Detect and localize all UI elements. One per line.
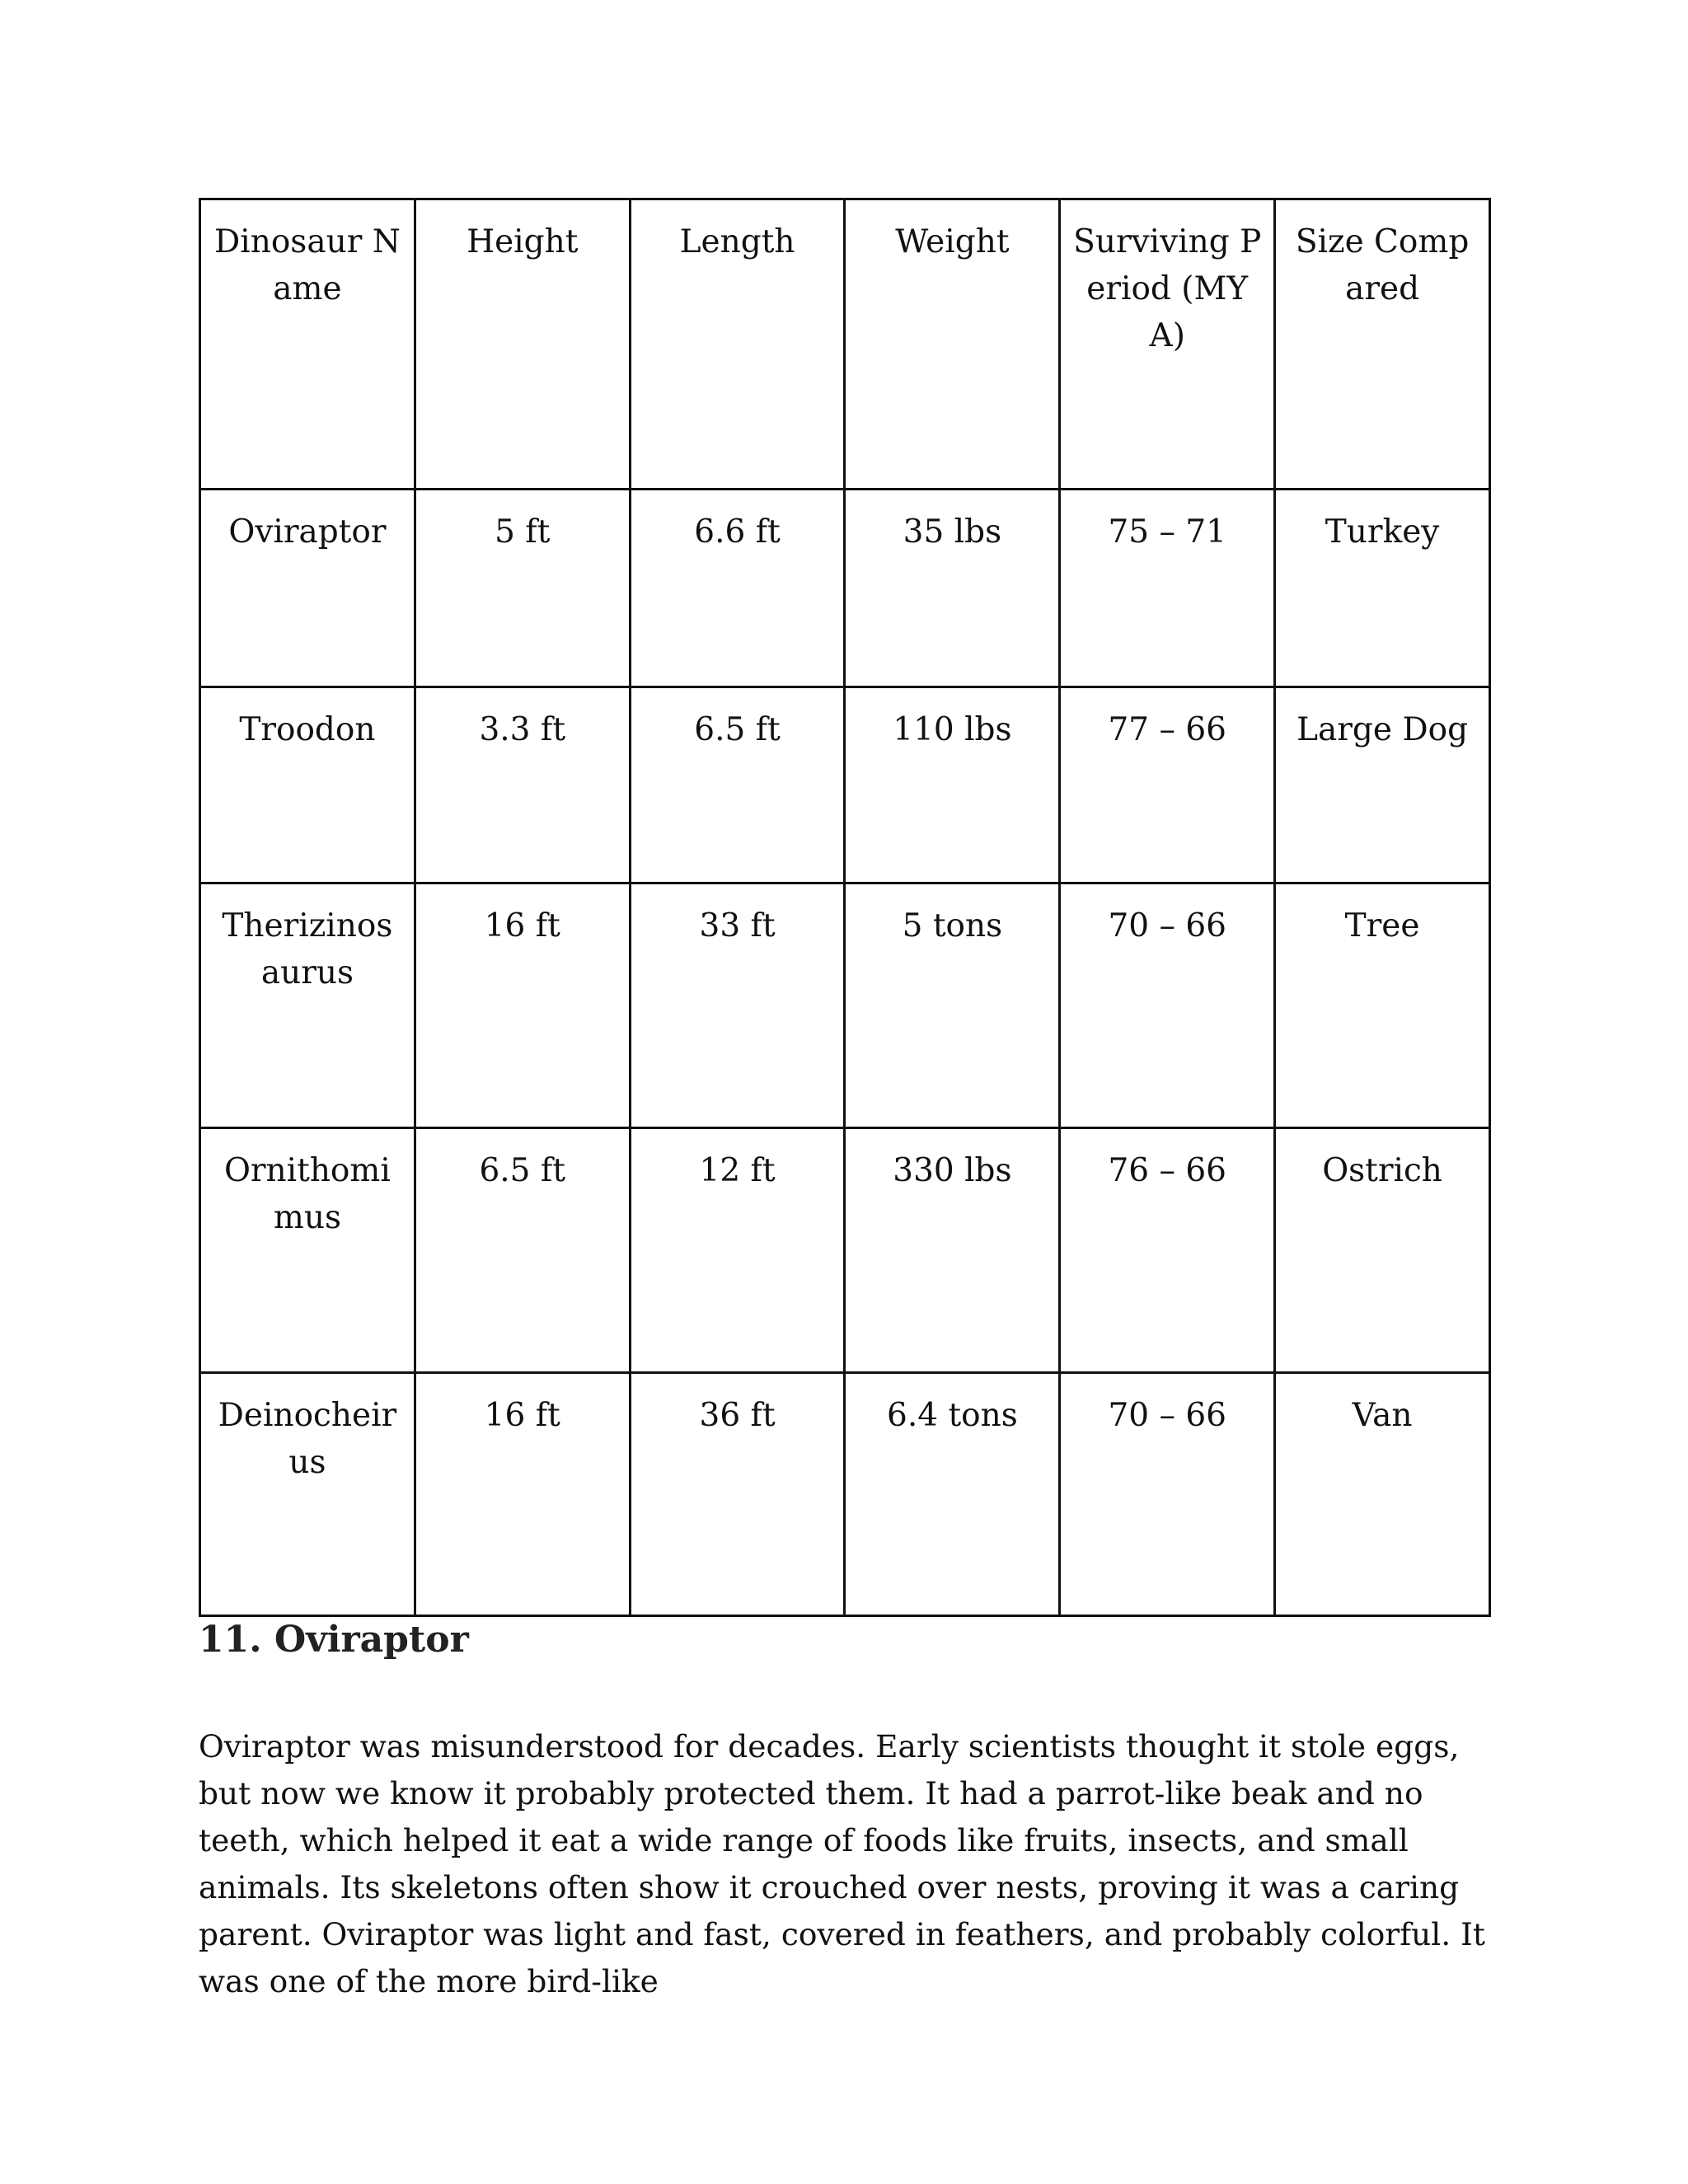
table-row — [200, 1373, 1490, 1616]
table-row — [200, 490, 1490, 687]
cell-length: 6.5 ft — [630, 687, 845, 883]
header-height: Height — [415, 199, 630, 490]
cell-dinosaur-name: Oviraptor — [200, 490, 415, 687]
cell-size-compared: Ostrich — [1275, 1128, 1490, 1373]
cell-size-compared: Turkey — [1275, 490, 1490, 687]
cell-weight: 35 lbs — [845, 490, 1060, 687]
cell-weight: 6.4 tons — [845, 1373, 1060, 1616]
cell-size-compared: Large Dog — [1275, 687, 1490, 883]
header-weight: Weight — [845, 199, 1060, 490]
header-surviving-period: Surviving Period (MYA) — [1060, 199, 1275, 490]
table-row — [200, 1128, 1490, 1373]
cell-surviving-period: 76 – 66 — [1060, 1128, 1275, 1373]
table-header-row — [200, 199, 1490, 490]
cell-length: 6.6 ft — [630, 490, 845, 687]
table-row — [200, 687, 1490, 883]
section-heading: 11. Oviraptor — [199, 1619, 469, 1661]
cell-weight: 5 tons — [845, 883, 1060, 1128]
section-paragraph: Oviraptor was misunderstood for decades. Early scientists thought it stole eggs, but now we know it probably protected them. It had a parrot-like beak and no teeth, which helped it eat a wide range of foods like fruits, insects, and small animals. Its skeletons often show it crouched over nests, proving it was a caring parent. Oviraptor was light and fast, covered in feathers, and probably colorful. It was one of the more bird-like — [199, 1728, 1485, 1999]
cell-size-compared: Tree — [1275, 883, 1490, 1128]
cell-dinosaur-name: Deinocheirus — [200, 1373, 415, 1616]
header-length: Length — [630, 199, 845, 490]
cell-height: 16 ft — [415, 1373, 630, 1616]
cell-length: 36 ft — [630, 1373, 845, 1616]
cell-surviving-period: 70 – 66 — [1060, 1373, 1275, 1616]
cell-surviving-period: 70 – 66 — [1060, 883, 1275, 1128]
cell-weight: 110 lbs — [845, 687, 1060, 883]
cell-dinosaur-name: Troodon — [200, 687, 415, 883]
cell-size-compared: Van — [1275, 1373, 1490, 1616]
cell-length: 12 ft — [630, 1128, 845, 1373]
cell-height: 16 ft — [415, 883, 630, 1128]
cell-dinosaur-name: Ornithomimus — [200, 1128, 415, 1373]
table-row — [200, 883, 1490, 1128]
cell-length: 33 ft — [630, 883, 845, 1128]
header-dinosaur-name: Dinosaur Name — [200, 199, 415, 490]
cell-dinosaur-name: Therizinosaurus — [200, 883, 415, 1128]
cell-surviving-period: 75 – 71 — [1060, 490, 1275, 687]
cell-weight: 330 lbs — [845, 1128, 1060, 1373]
cell-surviving-period: 77 – 66 — [1060, 687, 1275, 883]
dinosaur-comparison-table — [199, 198, 1491, 1617]
cell-height: 3.3 ft — [415, 687, 630, 883]
cell-height: 5 ft — [415, 490, 630, 687]
cell-height: 6.5 ft — [415, 1128, 630, 1373]
header-size-compared: Size Compared — [1275, 199, 1490, 490]
